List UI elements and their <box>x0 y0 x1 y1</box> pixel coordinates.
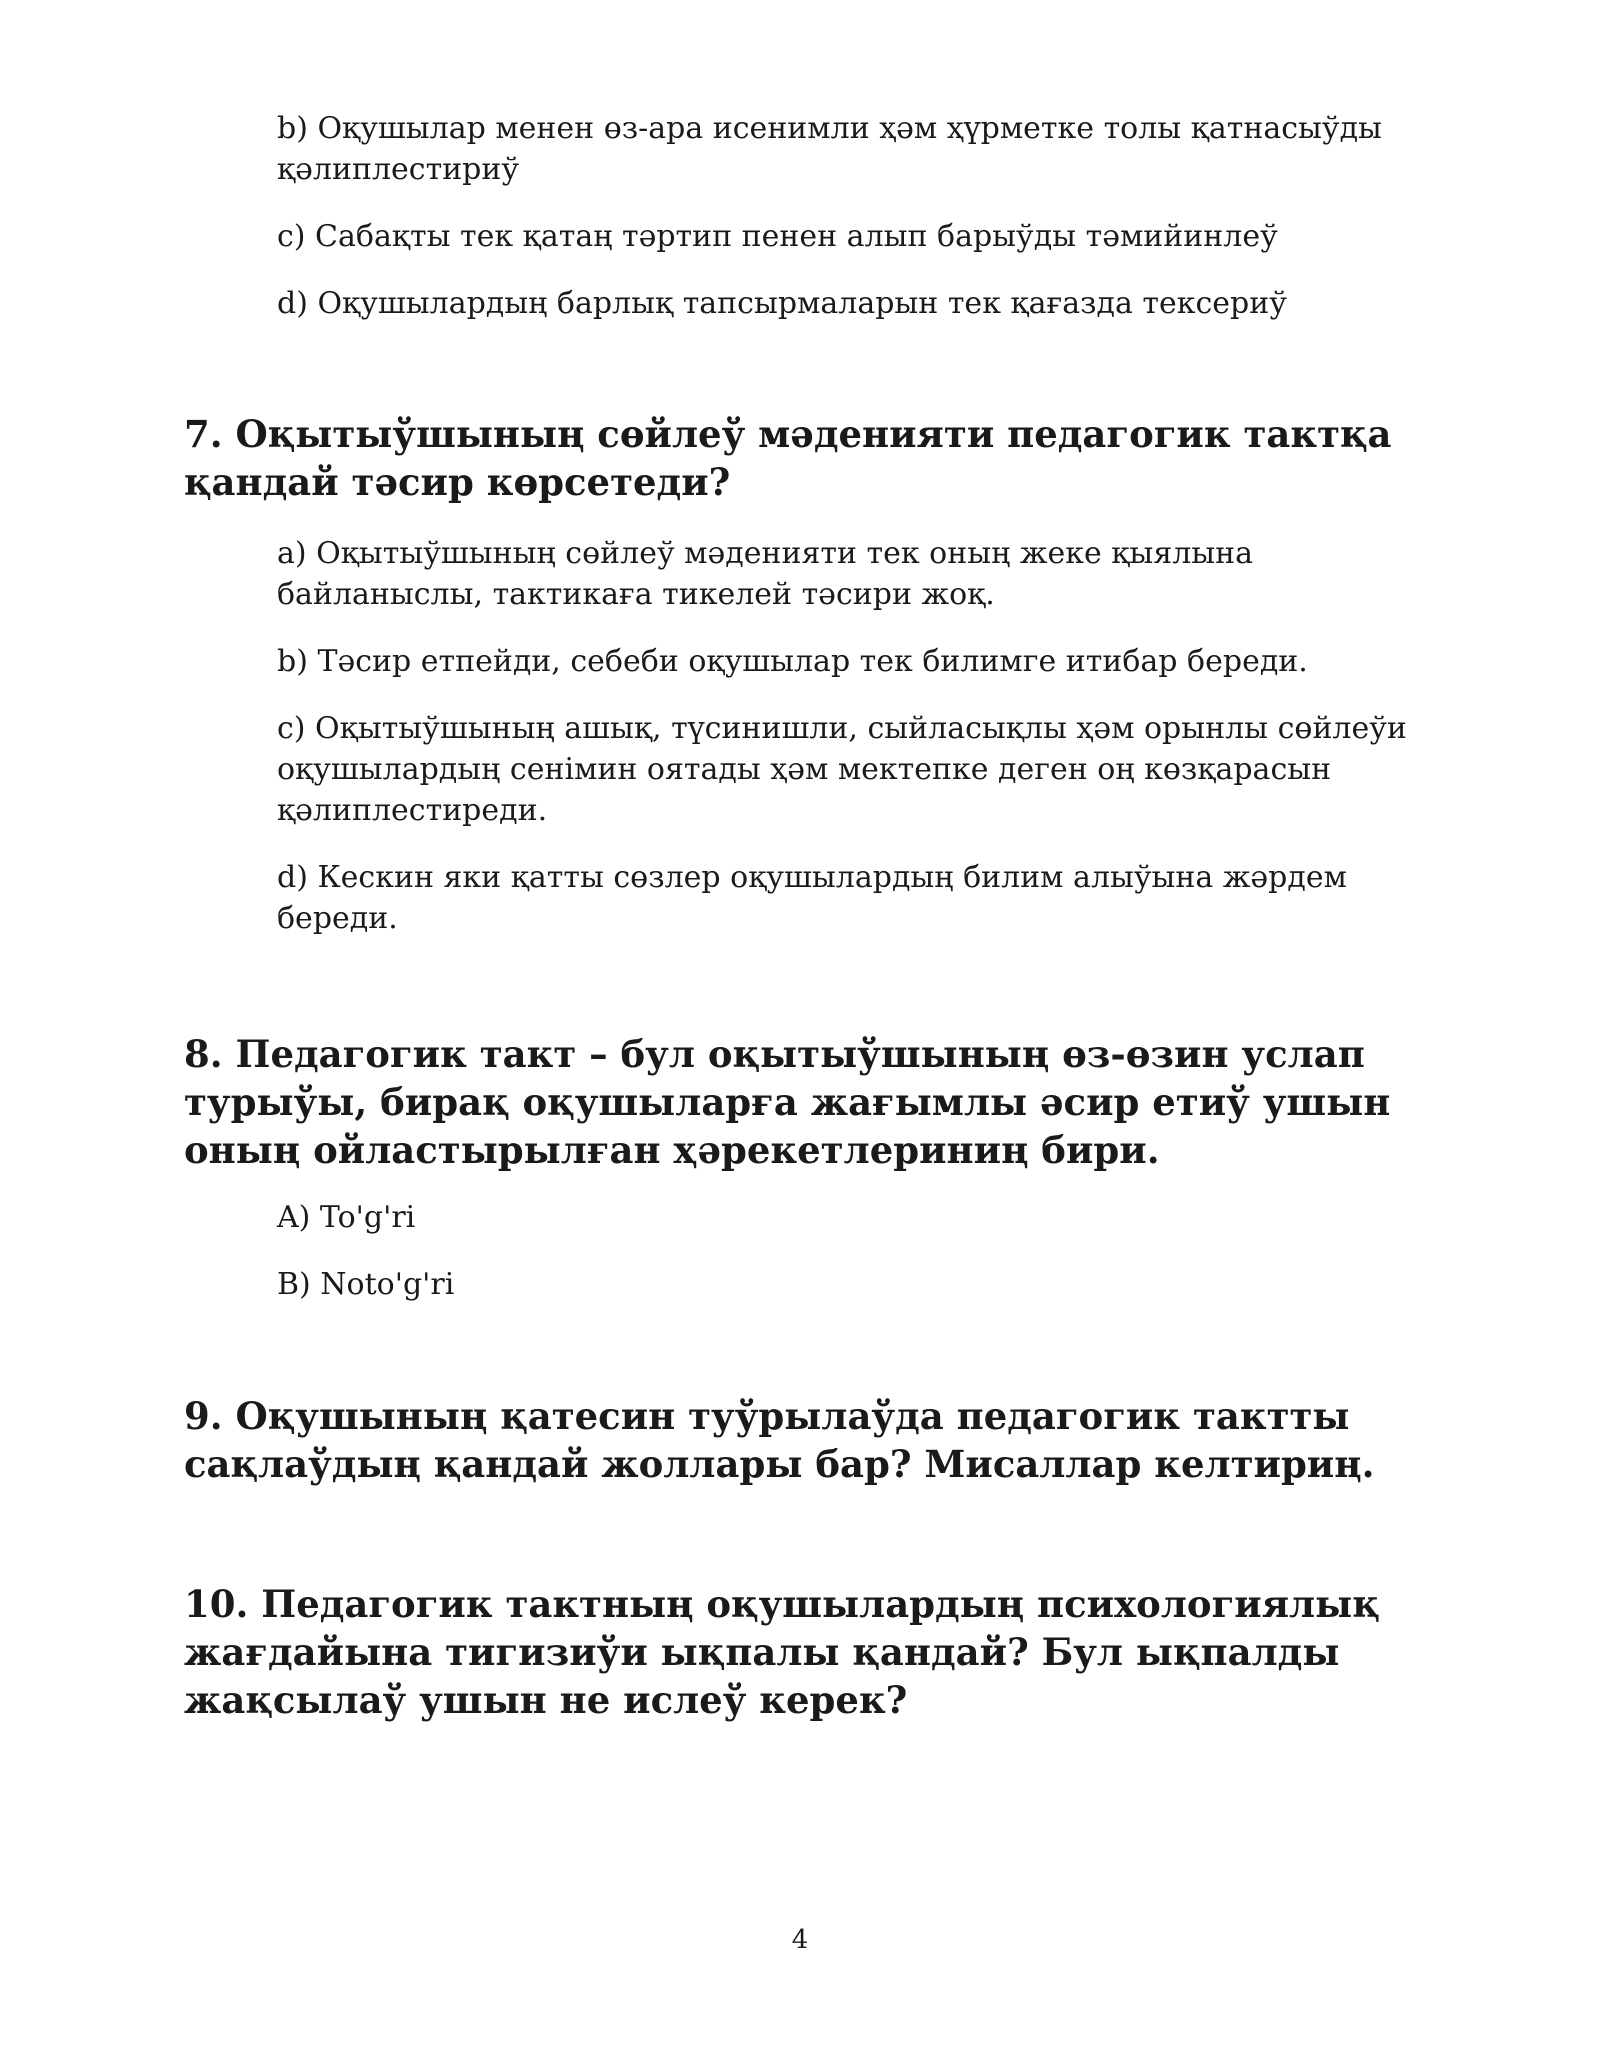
page-number: 4 <box>791 1925 809 1955</box>
q7-option-c: c) Оқытыўшының ашық, түсинишли, сыйласықлы ҳәм орынлы сөйлеўи оқушылардың сенімин оятады ҳәм мектепке деген оң көзқарасын қәлиплестиреди. <box>277 711 1407 828</box>
q8-option-a: A) To'g'ri <box>277 1200 416 1235</box>
q7-option-d: d) Кескин яки қатты сөзлер оқушылардың билим алыўына жәрдем береди. <box>277 860 1347 936</box>
q7-option-b: b) Тәсир етпейди, себеби оқушылар тек билимге итибар береди. <box>277 644 1308 679</box>
question-7-title: 7. Оқытыўшының сөйлеў мәденияти педагогик тактқа қандай тәсир көрсетеди? <box>184 412 1392 504</box>
q6-option-b: b) Оқушылар менен өз-ара исенимли ҳәм ҳүрметке толы қатнасыўды қәлиплестириў <box>277 111 1382 187</box>
question-8-title: 8. Педагогик такт – бул оқытыўшының өз-өзин услап турыўы, бирақ оқушыларға жағымлы әсир етиў ушын оның ойластырылған ҳәрекетлериниң бири. <box>184 1032 1391 1172</box>
question-10-title: 10. Педагогик тактның оқушылардың психологиялық жағдайына тигизиўи ықпалы қандай? Бул ықпалды жақсылаў ушын не ислеў керек? <box>184 1582 1380 1722</box>
question-9-title: 9. Оқушының қатесин туўрылаўда педагогик тактты сақлаўдың қандай жоллары бар? Мисаллар келтириң. <box>184 1394 1375 1486</box>
q7-option-a: a) Оқытыўшының сөйлеў мәденияти тек оның жеке қыялына байланыслы, тактикаға тикелей тәсири жоқ. <box>277 536 1254 612</box>
q6-option-c: c) Сабақты тек қатаң тәртип пенен алып барыўды тәмийинлеў <box>277 219 1278 254</box>
q8-option-b: B) Noto'g'ri <box>277 1267 455 1302</box>
q6-option-d: d) Оқушылардың барлық тапсырмаларын тек қағазда тексериў <box>277 286 1287 321</box>
